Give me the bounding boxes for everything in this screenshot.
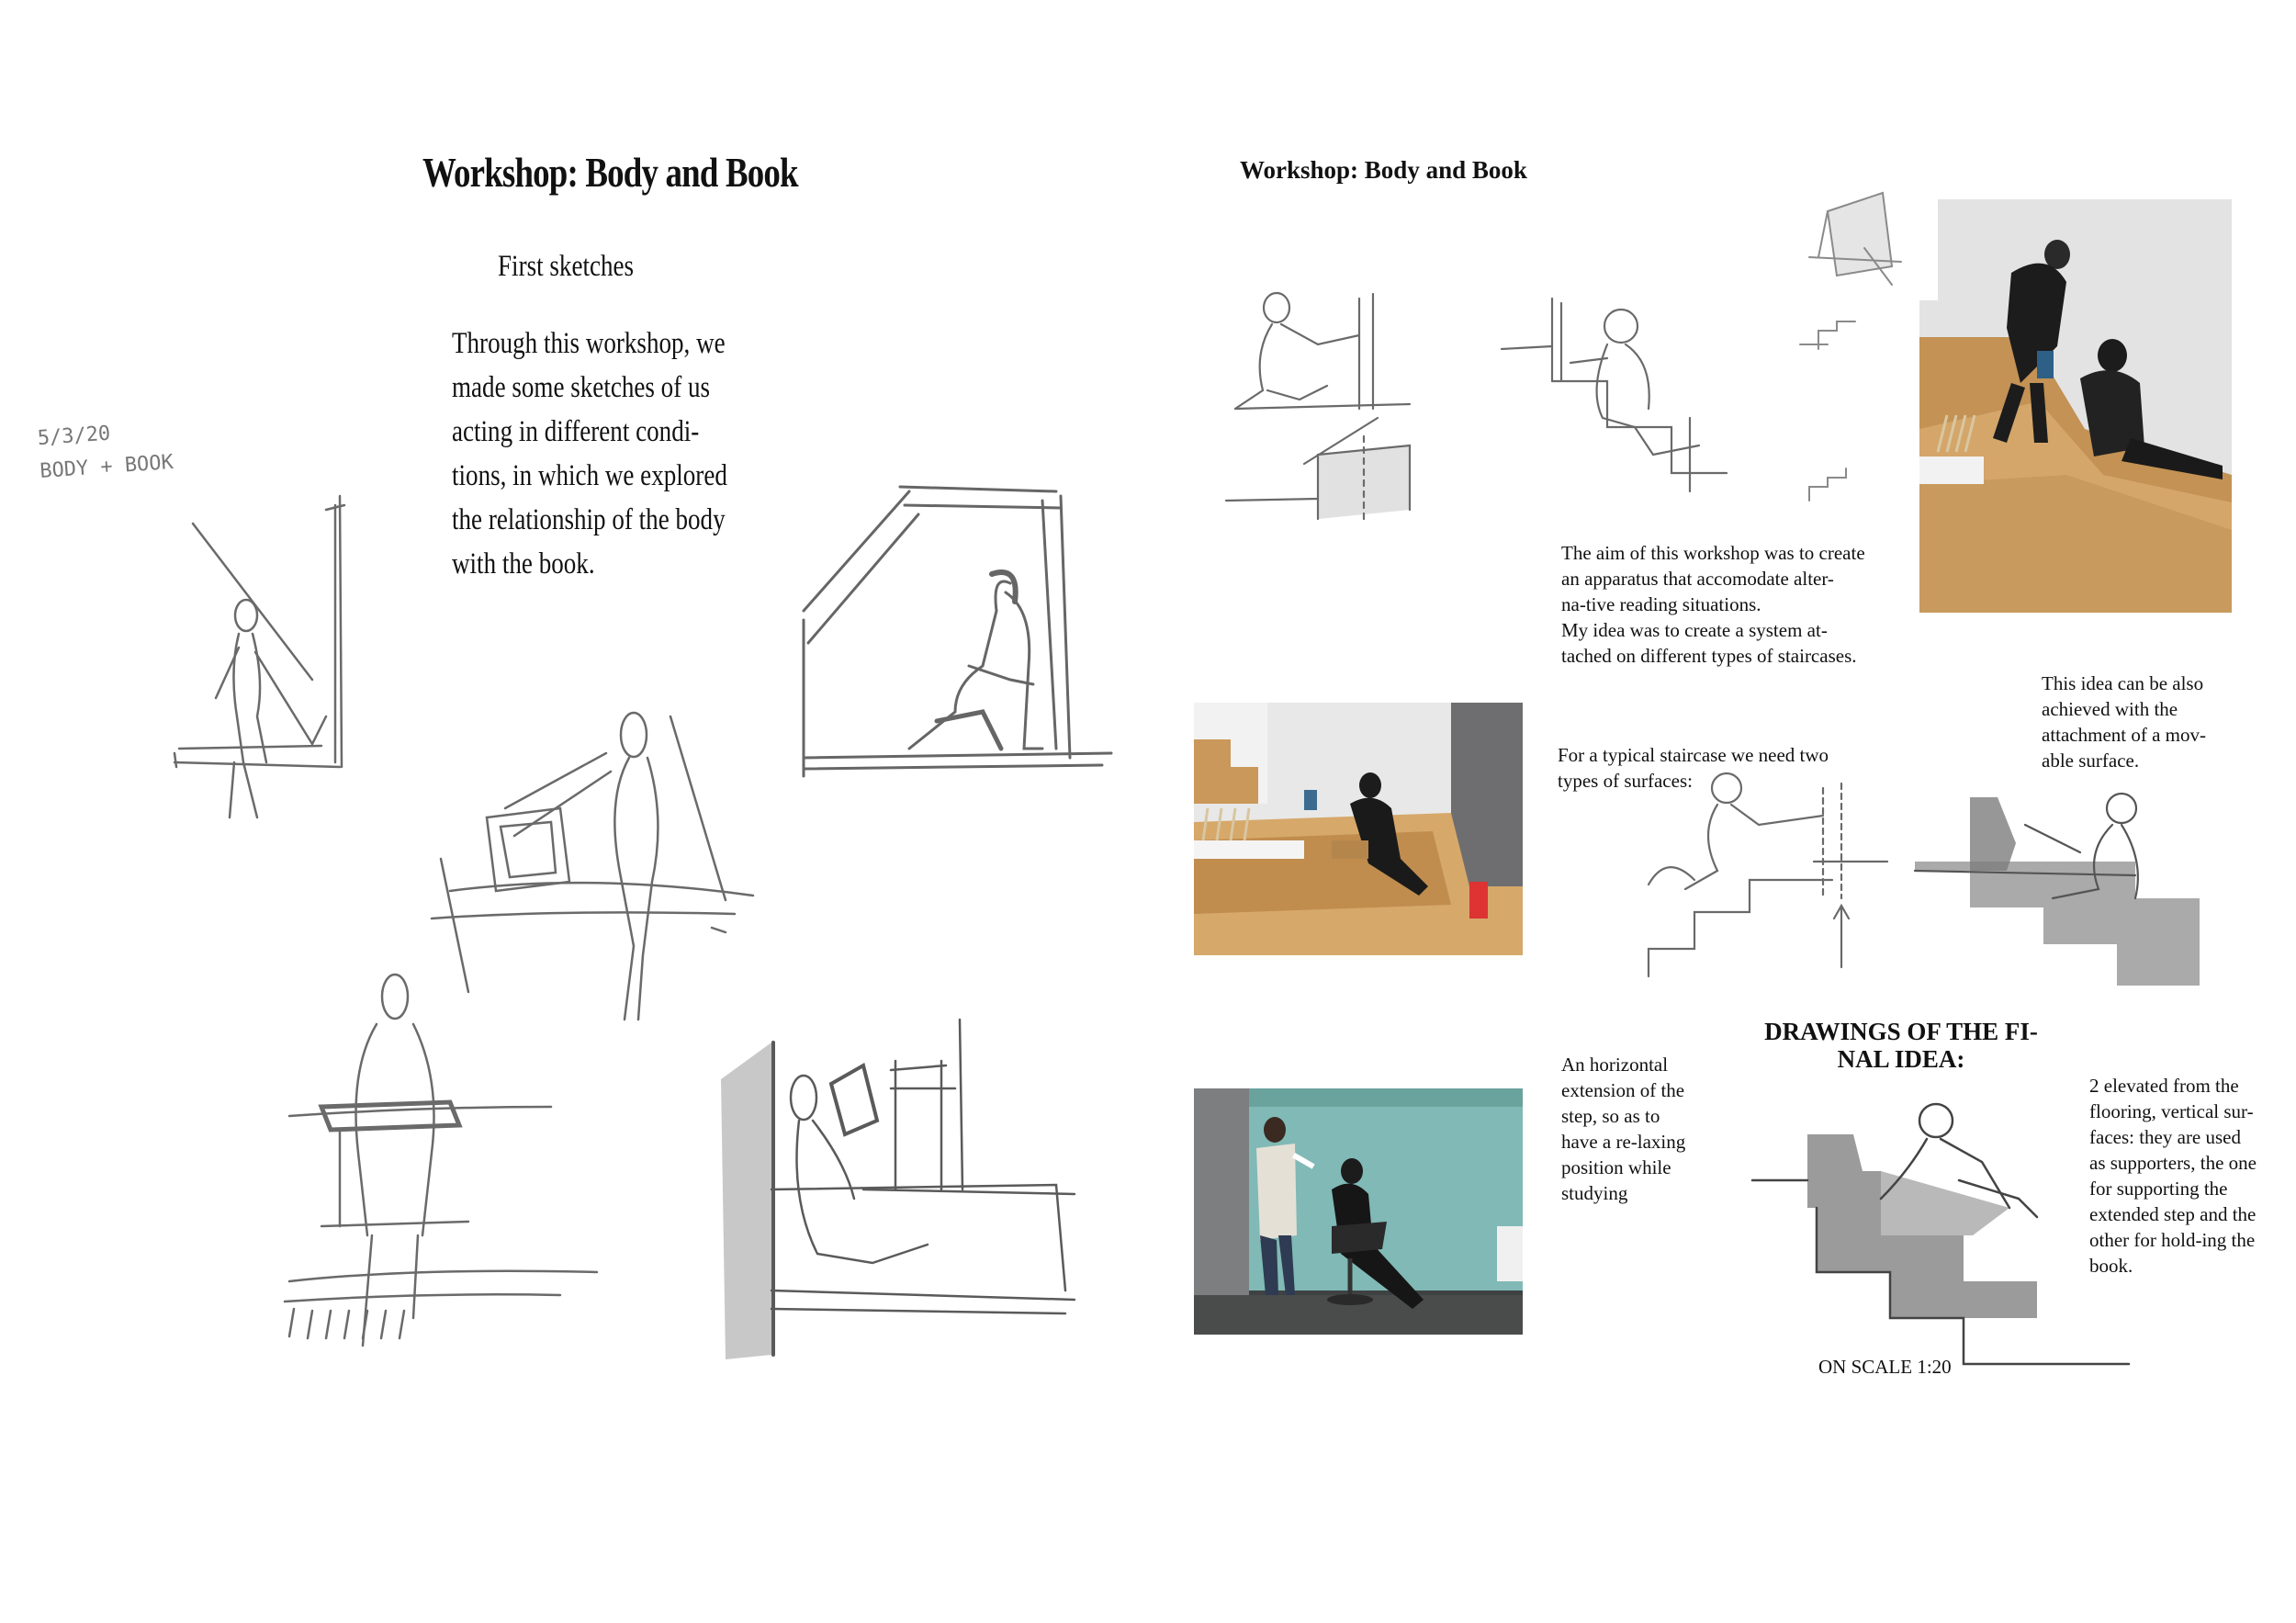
horizontal-line: extension of the [1561,1079,1685,1101]
vertical-line: as supporters, the one [2089,1152,2257,1174]
left-page-body [452,321,727,586]
right-page-title: Workshop: Body and Book [1240,156,1527,184]
movable-surface-text [2042,671,2206,773]
sketch-figure-on-steps [1497,289,1745,501]
horizontal-line: have a re-laxing [1561,1131,1686,1153]
sketch-final-idea-stairs [1752,1098,2129,1373]
body-line: Through this workshop, we [452,327,726,360]
movable-line: achieved with the [2042,698,2178,720]
aim-line: an apparatus that accomodate alter- [1561,568,1834,590]
staircase-line: types of surfaces: [1558,770,1693,792]
horizontal-line: step, so as to [1561,1105,1660,1127]
sketch-standing-figure [165,487,349,827]
vertical-line: for supporting the [2089,1178,2228,1200]
photo-seated-on-stairs [1194,703,1523,955]
movable-line: able surface. [2042,750,2140,772]
final-title-line: NAL IDEA: [1837,1045,1965,1073]
sketch-stair-figure-arrow [1630,770,1896,986]
aim-line: na-tive reading situations. [1561,593,1761,615]
vertical-line: faces: they are used [2089,1126,2241,1148]
photo-two-people-chair [1194,1088,1523,1335]
horizontal-extension-text [1561,1052,1685,1206]
final-title-line: DRAWINGS OF THE FI- [1764,1018,2038,1045]
vertical-line: other for hold-ing the [2089,1229,2256,1251]
vertical-line: flooring, vertical sur- [2089,1100,2254,1122]
movable-line: This idea can be also [2042,672,2204,694]
vertical-line: extended step and the [2089,1203,2257,1225]
vertical-line: 2 elevated from the [2089,1075,2239,1097]
body-line: acting in different condi- [452,415,700,448]
sketch-figure-leaning-wall [716,1015,1084,1364]
movable-line: attachment of a mov- [2042,724,2207,746]
aim-text [1561,540,1865,669]
left-page-subtitle: First sketches [498,250,635,283]
aim-line: tached on different types of staircases. [1561,645,1857,667]
sketch-small-studies [1791,184,1929,505]
handwritten-note [37,413,174,489]
left-page-title: Workshop: Body and Book [422,150,798,196]
aim-line: My idea was to create a system at- [1561,619,1828,641]
body-line: with the book. [452,547,595,580]
sketch-figure-under-stair [799,473,1120,785]
handwritten-label: BODY + BOOK [39,450,174,484]
aim-line: The aim of this workshop was to create [1561,542,1865,564]
horizontal-line: An horizontal [1561,1054,1669,1076]
vertical-surfaces-text [2089,1073,2257,1279]
horizontal-line: studying [1561,1182,1628,1204]
sketch-shaded-stair-figure [1915,788,2200,990]
staircase-line: For a typical staircase we need two [1558,744,1829,766]
body-line: made some sketches of us [452,371,711,404]
final-idea-title [1754,1018,2048,1073]
body-line: the relationship of the body [452,503,726,536]
handwritten-date: 5/3/20 [37,422,112,451]
vertical-line: book. [2089,1255,2133,1277]
sketch-seated-figure-stand [1226,289,1419,528]
body-line: tions, in which we explored [452,459,727,492]
sketch-seated-at-table [285,969,606,1382]
photo-staircase-two-people [1919,199,2232,613]
scale-label: ON SCALE 1:20 [1818,1356,1952,1378]
horizontal-line: position while [1561,1156,1671,1178]
